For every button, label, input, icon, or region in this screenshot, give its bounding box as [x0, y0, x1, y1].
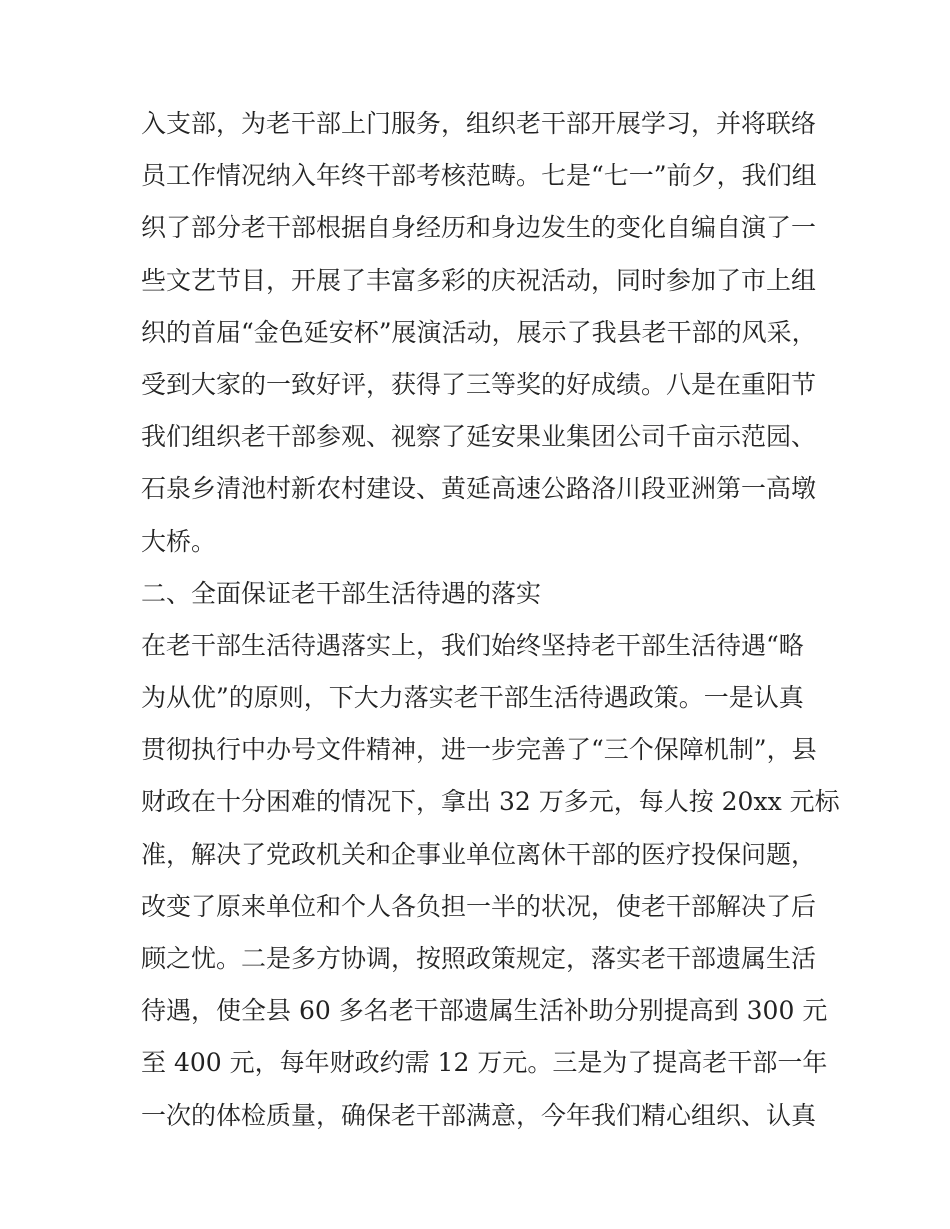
text-line: 织的首届“金色延安杯”展演活动，展示了我县老干部的风采， [141, 317, 817, 347]
text-line: 受到大家的一致好评，获得了三等奖的好成绩。八是在重阳节 [141, 369, 817, 399]
document-body [141, 98, 840, 1142]
text-line: 为从优”的原则，下大力落实老干部生活待遇政策。一是认真 [141, 683, 804, 713]
text-line: 些文艺节目，开展了丰富多彩的庆祝活动，同时参加了市上组 [141, 265, 817, 295]
text-line: 员工作情况纳入年终干部考核范畴。七是“七一”前夕，我们组 [141, 161, 817, 191]
text-line: 准，解决了党政机关和企事业单位离休干部的医疗投保问题， [141, 839, 817, 869]
section-heading: 二、全面保证老干部生活待遇的落实 [141, 578, 542, 608]
text-line: 入支部，为老干部上门服务，组织老干部开展学习，并将联络 [141, 109, 817, 138]
text-line: 一次的体检质量，确保老干部满意，今年我们精心组织、认真 [141, 1100, 817, 1130]
text-line: 我们组织老干部参观、视察了延安果业集团公司千亩示范园、 [141, 422, 817, 452]
text-line: 大桥。 [141, 526, 217, 556]
text-line: 在老干部生活待遇落实上，我们始终坚持老干部生活待遇“略 [141, 630, 804, 660]
text-line: 待遇，使全县 60 多名老干部遗属生活补助分别提高到 300 元 [141, 996, 828, 1026]
text-line: 改变了原来单位和个人各负担一半的状况，使老干部解决了后 [141, 891, 817, 921]
text-line: 贯彻执行中办号文件精神，进一步完善了“三个保障机制”，县 [141, 735, 817, 765]
text-line: 至 400 元，每年财政约需 12 万元。三是为了提高老干部一年 [141, 1048, 828, 1078]
text-line: 织了部分老干部根据自身经历和身边发生的变化自编自演了一 [141, 213, 817, 243]
text-line: 顾之忧。二是多方协调，按照政策规定，落实老干部遗属生活 [141, 944, 817, 973]
text-line: 财政在十分困难的情况下，拿出 32 万多元，每人按 20xx 元标 [141, 787, 840, 817]
text-line: 石泉乡清池村新农村建设、黄延高速公路洛川段亚洲第一高墩 [141, 474, 817, 504]
